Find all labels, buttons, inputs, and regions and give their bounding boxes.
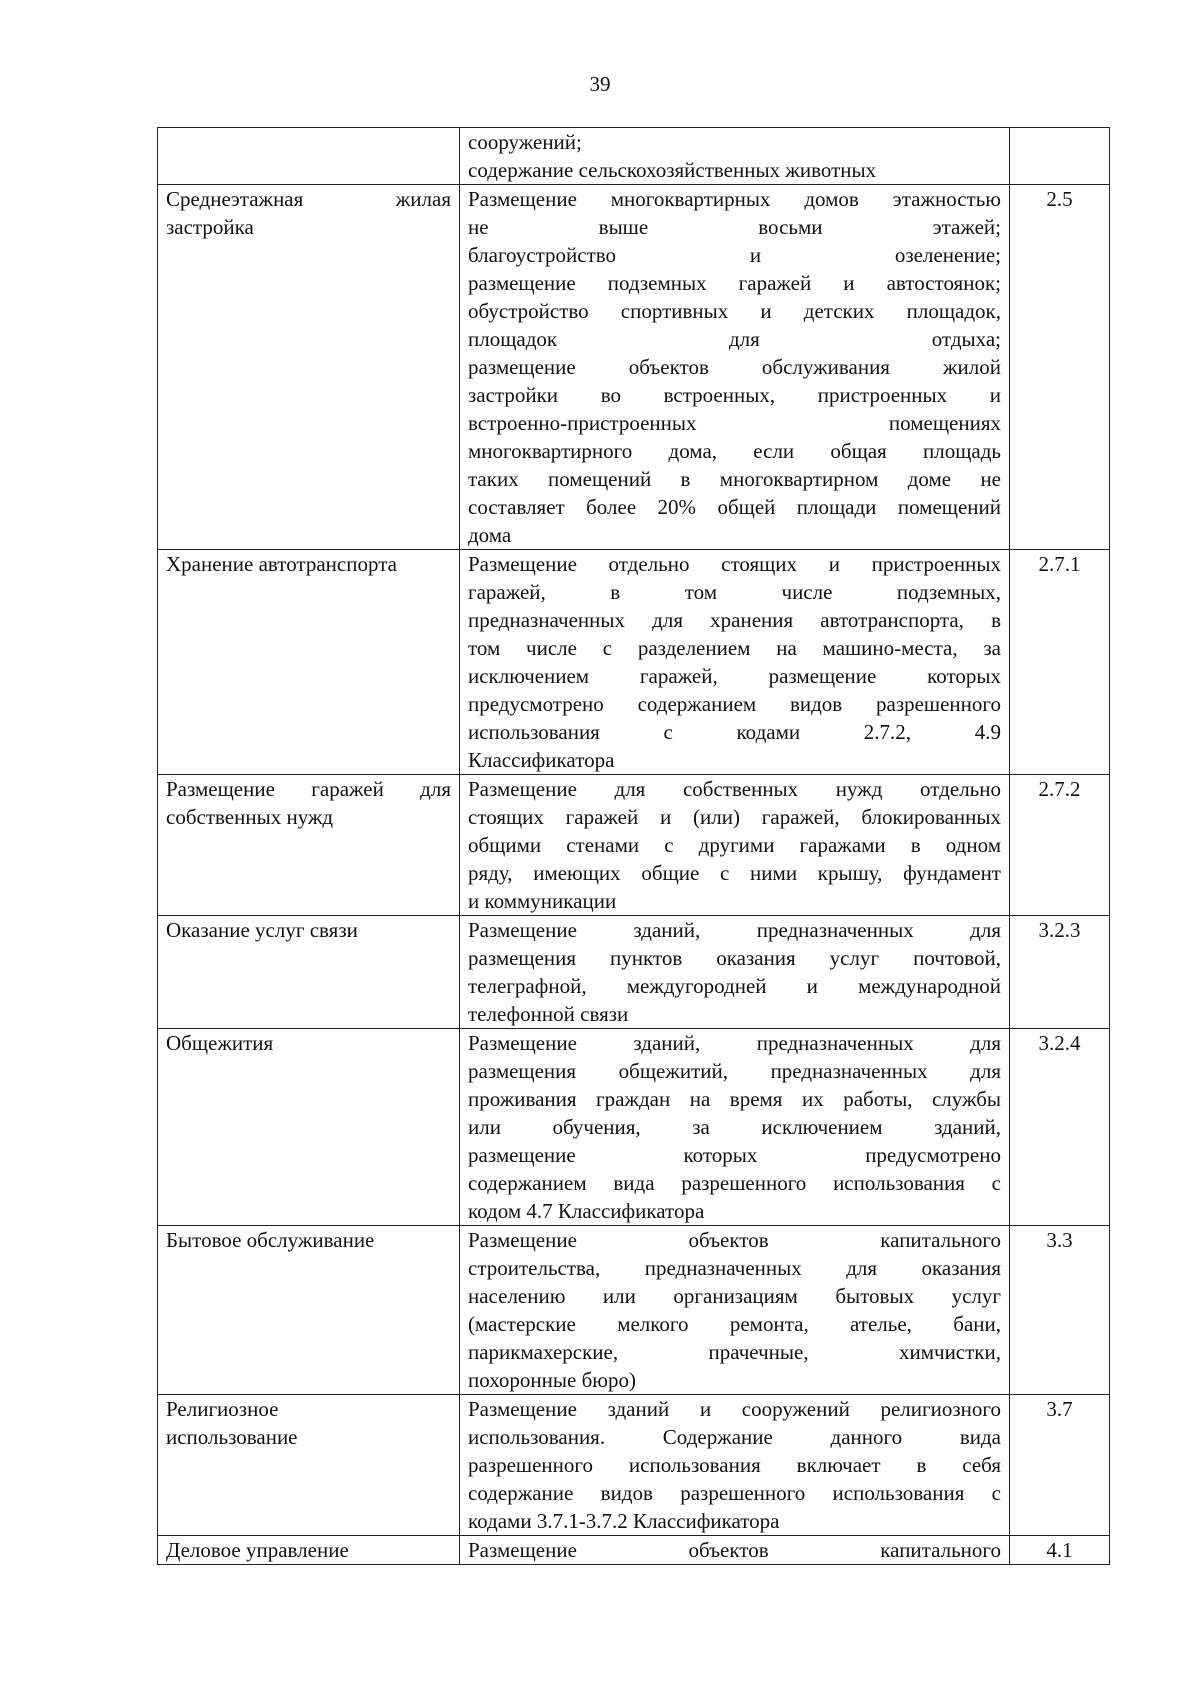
use-description-cell [460, 1029, 1010, 1226]
use-description-line: общими стенами с другими гаражами в одном [468, 833, 1001, 857]
use-description-line: размещение объектов обслуживания жилой [468, 355, 1001, 379]
use-code-cell: 4.1 [1010, 1536, 1110, 1565]
use-description-line: парикмахерские, прачечные, химчистки, [468, 1340, 1001, 1364]
table-row [158, 185, 1110, 550]
use-description-line: использования с кодами 2.7.2, 4.9 [468, 720, 1001, 744]
use-description-line: размещение подземных гаражей и автостоянок; [468, 271, 1001, 295]
use-name-cell [158, 185, 460, 550]
use-name-line: Бытовое обслуживание [166, 1228, 375, 1252]
use-code-cell: 3.7 [1010, 1395, 1110, 1536]
use-description-line: строительства, предназначенных для оказания [468, 1256, 1001, 1280]
land-use-table [157, 127, 1110, 1565]
use-code-cell [1010, 128, 1110, 185]
use-description-line: размещения общежитий, предназначенных для [468, 1059, 1001, 1083]
table-row [158, 128, 1110, 185]
use-description-line: предусмотрено содержанием видов разрешенного [468, 692, 1001, 716]
use-description-line: благоустройство и озеленение; [468, 243, 1001, 267]
table-row [158, 916, 1110, 1029]
use-name-line: Размещение гаражей для [166, 777, 451, 801]
use-description-cell [460, 550, 1010, 775]
use-description-line: населению или организациям бытовых услуг [468, 1284, 1001, 1308]
use-name-cell [158, 550, 460, 775]
table-row [158, 775, 1110, 916]
use-name-line: Религиозное [166, 1397, 279, 1421]
table-row [158, 1029, 1110, 1226]
use-description-line: встроенно-пристроенных помещениях [468, 411, 1001, 435]
use-description-line: Размещение многоквартирных домов этажностью [468, 187, 1001, 211]
use-description-line: содержание видов разрешенного использования с [468, 1481, 1001, 1505]
use-description-line: Размещение объектов капитального [468, 1538, 1001, 1562]
use-description-line: стоящих гаражей и (или) гаражей, блокированных [468, 805, 1001, 829]
use-name-cell [158, 128, 460, 185]
use-description-line: исключением гаражей, размещение которых [468, 664, 1001, 688]
table-row [158, 1395, 1110, 1536]
use-description-line: дома [468, 523, 512, 547]
page-number: 39 [589, 72, 611, 96]
use-name-line: собственных нужд [166, 805, 334, 829]
use-description-line: Размещение объектов капитального [468, 1228, 1001, 1252]
use-description-line: сооружений; [468, 130, 582, 154]
use-description-line: похоронные бюро) [468, 1368, 636, 1392]
use-code-cell: 2.7.2 [1010, 775, 1110, 916]
use-description-cell [460, 128, 1010, 185]
use-name-cell [158, 1029, 460, 1226]
use-description-line: размещения пунктов оказания услуг почтовой, [468, 946, 1001, 970]
use-description-cell [460, 1395, 1010, 1536]
use-code-cell: 3.2.3 [1010, 916, 1110, 1029]
use-name-line: Деловое управление [166, 1538, 349, 1562]
table-row [158, 1226, 1110, 1395]
use-description-line: использования. Содержание данного вида [468, 1425, 1001, 1449]
use-description-line: размещение которых предусмотрено [468, 1143, 1001, 1167]
use-name-line: Хранение автотранспорта [166, 552, 397, 576]
use-description-line: (мастерские мелкого ремонта, ателье, бани, [468, 1312, 1001, 1336]
use-name-line: Общежития [166, 1031, 274, 1055]
use-description-line: Размещение для собственных нужд отдельно [468, 777, 1001, 801]
use-name-cell [158, 775, 460, 916]
use-description-line: или обучения, за исключением зданий, [468, 1115, 1001, 1139]
use-description-cell [460, 1536, 1010, 1565]
use-description-line: кодом 4.7 Классификатора [468, 1199, 705, 1223]
use-description-line: Размещение зданий, предназначенных для [468, 918, 1001, 942]
use-description-cell [460, 185, 1010, 550]
use-description-line: проживания граждан на время их работы, службы [468, 1087, 1001, 1111]
use-description-line: содержание сельскохозяйственных животных [468, 158, 877, 182]
use-description-line: содержанием вида разрешенного использования с [468, 1171, 1001, 1195]
use-description-line: не выше восьми этажей; [468, 215, 1001, 239]
use-code-cell: 2.5 [1010, 185, 1110, 550]
use-description-line: том числе с разделением на машино-места, за [468, 636, 1001, 660]
use-description-line: телефонной связи [468, 1002, 629, 1026]
use-description-line: обустройство спортивных и детских площадок, [468, 299, 1001, 323]
use-description-line: Размещение зданий и сооружений религиозного [468, 1397, 1001, 1421]
use-description-line: телеграфной, междугородней и международной [468, 974, 1001, 998]
use-name-line: Оказание услуг связи [166, 918, 358, 942]
use-description-line: кодами 3.7.1-3.7.2 Классификатора [468, 1509, 780, 1533]
use-name-cell [158, 1536, 460, 1565]
use-name-cell [158, 916, 460, 1029]
use-description-line: Размещение отдельно стоящих и пристроенных [468, 552, 1001, 576]
use-description-line: Размещение зданий, предназначенных для [468, 1031, 1001, 1055]
use-description-line: и коммуникации [468, 889, 617, 913]
use-description-cell [460, 775, 1010, 916]
use-code-cell: 2.7.1 [1010, 550, 1110, 775]
use-description-line: Классификатора [468, 748, 615, 772]
use-description-line: многоквартирного дома, если общая площадь [468, 439, 1001, 463]
use-description-line: составляет более 20% общей площади помещений [468, 495, 1001, 519]
use-description-cell [460, 916, 1010, 1029]
use-description-line: разрешенного использования включает в себя [468, 1453, 1001, 1477]
use-name-cell [158, 1395, 460, 1536]
use-name-cell [158, 1226, 460, 1395]
use-description-line: застройки во встроенных, пристроенных и [468, 383, 1001, 407]
use-description-cell [460, 1226, 1010, 1395]
use-name-line: застройка [166, 215, 254, 239]
table-body [158, 128, 1110, 1565]
use-description-line: ряду, имеющих общие с ними крышу, фундамент [468, 861, 1001, 885]
use-name-line: использование [166, 1425, 298, 1449]
use-code-cell: 3.2.4 [1010, 1029, 1110, 1226]
use-description-line: таких помещений в многоквартирном доме не [468, 467, 1001, 491]
table-row [158, 1536, 1110, 1565]
use-description-line: площадок для отдыха; [468, 327, 1001, 351]
use-description-line: предназначенных для хранения автотранспорта, в [468, 608, 1001, 632]
table-row [158, 550, 1110, 775]
use-name-line: Среднеэтажная жилая [166, 187, 451, 211]
use-code-cell: 3.3 [1010, 1226, 1110, 1395]
use-description-line: гаражей, в том числе подземных, [468, 580, 1001, 604]
